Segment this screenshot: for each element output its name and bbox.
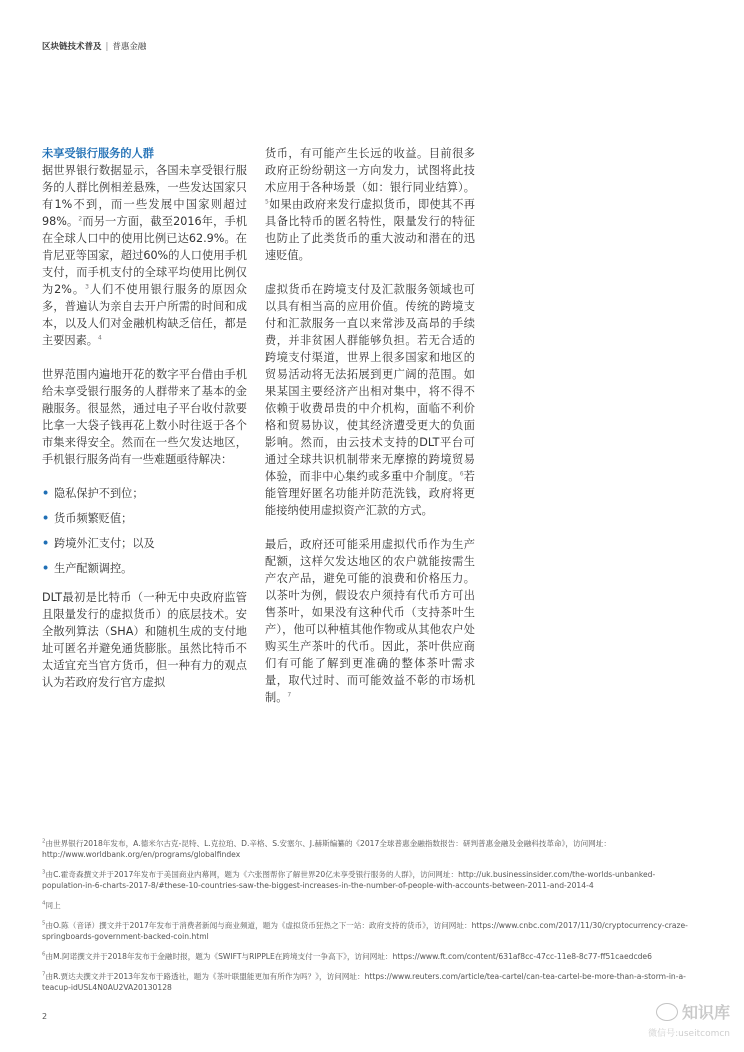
footnote-number: 3 (42, 869, 46, 876)
text-run: 如果由政府来发行虚拟货币，即使其不再具备比特币的匿名特性，限量发行的特征也防止了此类货币的重大波动和潜在的迅速贬值。 (265, 198, 475, 262)
challenge-list (42, 485, 247, 577)
page-number: 2 (42, 1012, 48, 1021)
text-run: 最后，政府还可能采用虚拟代币作为生产配额，这样欠发达地区的农户就能按需生产农产品，避免可能的浪费和价格压力。以茶叶为例，假设农户须持有代币方可出售茶叶，如果没有这种代币（支持茶叶生产），他可以种植其他作物或从其他农户处购买生产茶叶的代币。因此，茶叶供应商们有可能了解到更准确的整体茶叶需求量，取代过时、而可能效益不彰的市场机制。 (265, 538, 475, 704)
footnote-text: 同上 (45, 901, 61, 910)
bullet-icon: • (42, 512, 50, 525)
page-header (42, 40, 146, 52)
list-item (42, 560, 247, 577)
footnote-ref: 3 (85, 283, 89, 291)
section-heading: 未享受银行服务的人群 (42, 147, 154, 160)
footnote-ref: 2 (78, 215, 83, 223)
text-run: 若能管理好匿名功能并防范洗钱，政府将更能接纳使用虚拟资产汇款的方式。 (265, 470, 475, 517)
text-run: 而另一方面，截至2016年，手机在全球人口中的使用比例已达62.9%。在肯尼亚等国家，超过60%的人口使用手机支付，而手机支付的全球平均使用比例仅为2%。 (42, 215, 247, 296)
footnote (42, 869, 692, 891)
bullet-icon: • (42, 537, 50, 550)
list-item-text: 生产配额调控。 (54, 562, 133, 575)
header-subsection: 普惠金融 (112, 42, 147, 52)
left-paragraph-3: DLT最初是比特币（一种无中央政府监管且限量发行的虚拟货币）的底层技术。安全散列算法（SHA）和随机生成的支付地址可匿名并避免通货膨胀。虽然比特币不太适宜充当官方货币，但一种有力的观点认为若政府发行官方虚拟 (42, 591, 247, 689)
footnote-number: 2 (42, 838, 46, 845)
footnote-text: 由C.霍奇森撰文并于2017年发布于美国商业内幕网，题为《六张图帮你了解世界20亿未享受银行服务的人群》，访问网址：http://uk.businessinsider.com/the-worlds-unbanked-population-in-6-charts-2017-8/#these-10-countries-saw-the-biggest-increases-in-the-number-of-people-with-accounts-between-2011-and-2014-4 (42, 870, 656, 890)
footnote-text: 由世界银行2018年发布，A.德米尔古克-昆特、L.克拉珀、D.辛格、S.安塞尔、J.赫斯编纂的《2017全球普惠金融指数报告：研判普惠金融及金融科技革命》，访问网址：http://www.worldbank.org/en/programs/globalfindex (42, 839, 611, 859)
footnote (42, 900, 692, 911)
text-run: 人们不使用银行服务的原因众多，普遍认为亲自去开户所需的时间和成本，以及人们对金融机构缺乏信任，都是主要因素。 (42, 283, 247, 347)
header-separator: | (105, 42, 109, 52)
left-column (42, 145, 247, 708)
footnote-number: 7 (42, 971, 46, 978)
footnote-number: 5 (42, 920, 46, 927)
wechat-icon (656, 1003, 678, 1021)
text-run: 货币，有可能产生长远的收益。目前很多政府正纷纷朝这一方向发力，试图将此技术应用于各种场景（如：银行同业结算）。 (265, 147, 475, 194)
right-paragraph-1 (265, 145, 475, 264)
footnote-text: 由O.陈（音译）撰文并于2017年发布于消费者新闻与商业频道，题为《虚拟货币狂热之下一站：政府支持的货币》，访问网址：https://www.cnbc.com/2017/11/30/cryptocurrency-craze-springboards-government-backed-coin.html (42, 921, 688, 941)
watermark-row (620, 1000, 730, 1023)
footnote-number: 6 (42, 951, 46, 958)
footnote (42, 838, 692, 860)
list-item-text: 跨境外汇支付；以及 (54, 537, 155, 550)
footnote (42, 920, 692, 942)
left-paragraph-2: 世界范围内遍地开花的数字平台借由手机给未享受银行服务的人群带来了基本的金融服务。很显然，通过电子平台收付款要比拿一大袋子钱再花上数小时往返于各个市集来得安全。然而在一些欠发达地区，手机银行服务尚有一些难题亟待解决： (42, 368, 247, 466)
header-section: 区块链技术普及 (42, 42, 102, 52)
footnotes (42, 838, 692, 1002)
footnote-number: 4 (42, 900, 46, 907)
footnote-text: 由M.阿诺撰文并于2018年发布于金融时报，题为《SWIFT与RIPPLE在跨境支付一争高下》，访问网址：https://www.ft.com/content/631af8cc-47cc-11e8-8c77-ff51caedcde6 (45, 952, 652, 961)
text-run: 据世界银行数据显示，各国未享受银行服务的人群比例相差悬殊，一些发达国家只有1%不到，而一些发展中国家则超过98%。 (42, 164, 247, 228)
bullet-icon: • (42, 562, 50, 575)
footnote-ref: 5 (265, 198, 269, 206)
footnote (42, 971, 692, 993)
list-item-text: 隐私保护不到位； (54, 487, 144, 500)
watermark-brand: 知识库 (681, 1003, 730, 1022)
footnote-ref: 6 (459, 470, 464, 478)
watermark (620, 1000, 730, 1039)
watermark-subtitle: 微信号:useitcomcn (648, 1029, 730, 1039)
list-item-text: 货币频繁贬值； (54, 512, 133, 525)
footnote (42, 951, 692, 962)
bullet-icon: • (42, 487, 50, 500)
left-paragraph-1 (42, 162, 247, 349)
footnote-text: 由R.贾达夫撰文并于2013年发布于路透社，题为《茶叶联盟能更加有所作为吗？》，访问网址：https://www.reuters.com/article/tea-cartel/can-tea-cartel-be-more-than-a-storm-in-a-teacup-idUSL4N0AU2VA20130128 (42, 972, 686, 992)
list-item (42, 535, 247, 552)
list-item (42, 485, 247, 502)
right-column (265, 145, 475, 723)
right-paragraph-2 (265, 281, 475, 519)
list-item (42, 510, 247, 527)
right-paragraph-3 (265, 536, 475, 706)
footnote-ref: 7 (287, 691, 292, 699)
footnote-ref: 4 (97, 334, 102, 342)
text-run: 虚拟货币在跨境支付及汇款服务领域也可以具有相当高的应用价值。传统的跨境支付和汇款服务一直以来常涉及高昂的手续费，并非贫困人群能够负担。若无合适的跨境支付渠道，世界上很多国家和地区的贸易活动将无法拓展到更广阔的范围。如果某国主要经济产出相对集中，将不得不依赖于收费昂贵的中介机构，面临不利价格和贸易协议，使其经济遭受更大的负面影响。然而，由云技术支持的DLT平台可通过全球共识机制带来无摩擦的跨境贸易体验，而非中心集约或多重中介制度。 (265, 283, 475, 483)
